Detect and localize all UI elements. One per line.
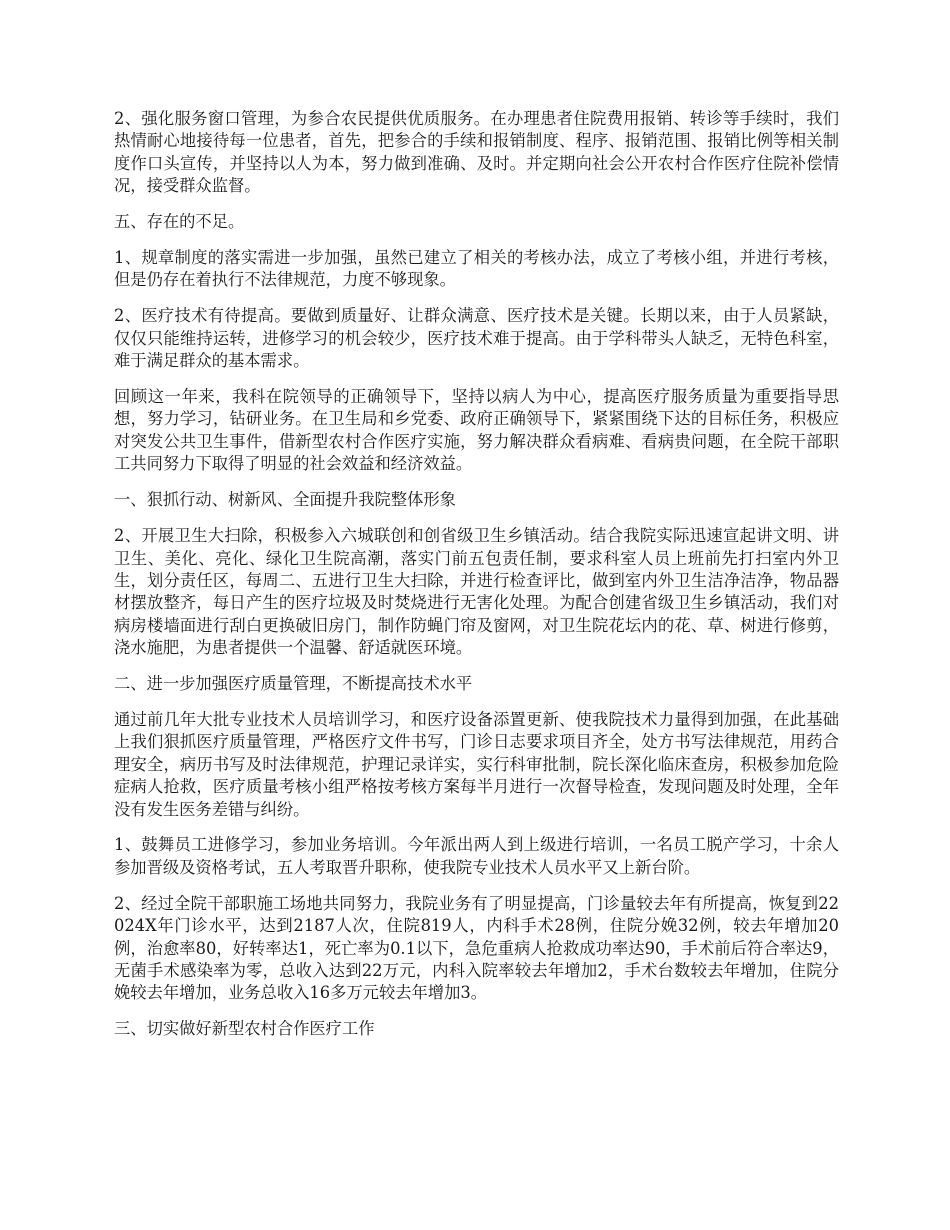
paragraph-quality-management: 通过前几年大批专业技术人员培训学习，和医疗设备添置更新、使我院技术力量得到加强，在此基础上我们狠抓医疗质量管理，严格医疗文件书写，门诊日志要求项目齐全，处方书写法律规范，用药合理安全，病历书写及时法律规范，护理记录详实，实行科审批制，院长深化临床查房，积极参加危险症病人抢救，医疗质量考核小组严格按考核方案每半月进行一次督导检查，发现问题及时处理，全年没有发生医务差错与纠纷。 [114,709,839,819]
paragraph-year-review: 回顾这一年来，我科在院领导的正确领导下，坚持以病人为中心，提高医疗服务质量为重要指导思想，努力学习，钻研业务。在卫生局和乡党委、政府正确领导下，紧紧围绕下达的目标任务，积极应对突发公共卫生事件，借新型农村合作医疗实施，努力解决群众看病难、看病贵问题，在全院干部职工共同努力下取得了明显的社会效益和经济效益。 [114,387,839,474]
heading-section-three: 三、切实做好新型农村合作医疗工作 [114,1019,375,1039]
paragraph-sanitation-campaign: 2、开展卫生大扫除，积极参入六城联创和创省级卫生乡镇活动。结合我院实际迅速宣起讲文明、讲卫生、美化、亮化、绿化卫生院高潮，落实门前五包责任制，要求科室人员上班前先打扫室内外卫生，划分责任区，每周二、五进行卫生大扫除，并进行检查评比，做到室内外卫生洁净洁净，物品器材摆放整齐，每日产生的医疗垃圾及时焚烧进行无害化处理。为配合创建省级卫生乡镇活动，我们对病房楼墙面进行刮白更换破旧房门，制作防蝇门帘及窗网，对卫生院花坛内的花、草、树进行修剪，浇水施肥，为患者提供一个温馨、舒适就医环境。 [114,526,839,658]
paragraph-window-service: 2、强化服务窗口管理，为参合农民提供优质服务。在办理患者住院费用报销、转诊等手续时，我们热情耐心地接待每一位患者，首先，把参合的手续和报销制度、程序、报销范围、报销比例等相关制度作口头宣传，并坚持以人为本，努力做到准确、及时。并定期向社会公开农村合作医疗住院补偿情况，接受群众监督。 [114,109,839,196]
heading-section-two: 二、进一步加强医疗质量管理，不断提高技术水平 [114,674,473,694]
heading-section-one: 一、狠抓行动、树新风、全面提升我院整体形象 [114,490,456,510]
heading-shortcomings: 五、存在的不足。 [114,212,245,232]
document-body [114,108,839,1054]
paragraph-business-statistics: 2、经过全院干部职施工场地共同努力，我院业务有了明显提高，门诊量较去年有所提高，恢复到22024X年门诊水平，达到2187人次，住院819人，内科手术28例，住院分娩32例，较去年增加20例，治愈率80，好转率达1，死亡率为0.1以下，急危重病人抢救成功率达90，手术前后符合率达9，无菌手术感染率为零，总收入达到22万元，内科入院率较去年增加2，手术台数较去年增加，住院分娩较去年增加，业务总收入16多万元较去年增加3。 [114,893,839,1003]
paragraph-medical-technology: 2、医疗技术有待提高。要做到质量好、让群众满意、医疗技术是关键。长期以来，由于人员紧缺，仅仅只能维持运转，进修学习的机会较少，医疗技术难于提高。由于学科带头人缺乏，无特色科室，难于满足群众的基本需求。 [114,306,839,371]
paragraph-staff-training: 1、鼓舞员工进修学习，参加业务培训。今年派出两人到上级进行培训，一名员工脱产学习，十余人参加晋级及资格考试，五人考取晋升职称，使我院专业技术人员水平又上新台阶。 [114,835,839,877]
paragraph-rules-implementation: 1、规章制度的落实需进一步加强，虽然已建立了相关的考核办法，成立了考核小组，并进行考核，但是仍存在着执行不法律规范，力度不够现象。 [114,248,839,290]
